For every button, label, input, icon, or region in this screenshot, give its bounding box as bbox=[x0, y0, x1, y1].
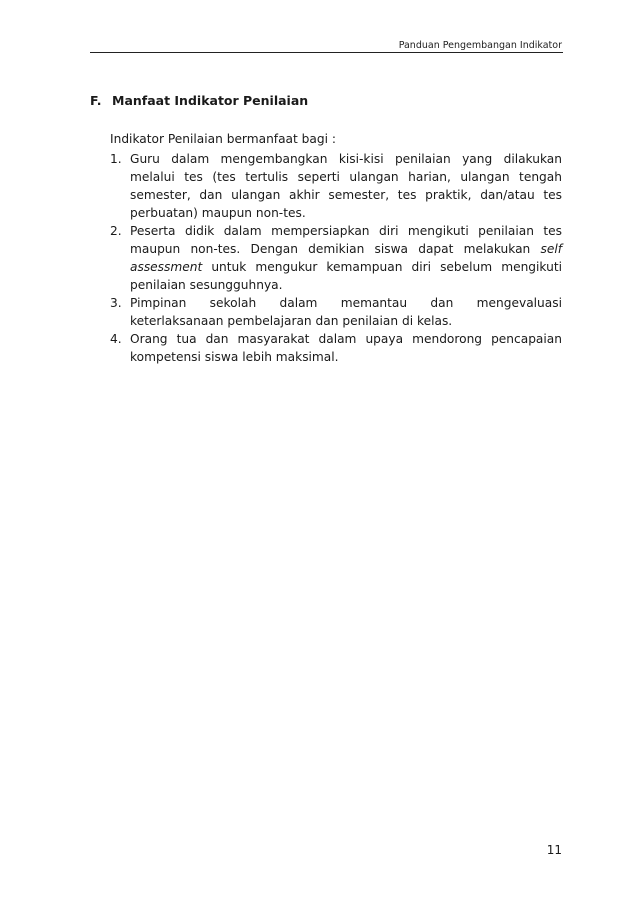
section-letter: F. bbox=[90, 93, 102, 108]
list-item bbox=[110, 330, 562, 366]
header-rule bbox=[90, 52, 563, 53]
page-number: 11 bbox=[546, 843, 562, 857]
list-item-text-end: untuk mengukur kemampuan diri sebelum mengikuti penilaian sesungguhnya. bbox=[130, 260, 562, 292]
list-item-number: 1. bbox=[110, 152, 122, 166]
section-heading bbox=[90, 93, 308, 108]
list-item-text: Peserta didik dalam mempersiapkan diri mengikuti penilaian tes maupun non-tes. Dengan demikian siswa dapat melakukan bbox=[130, 224, 562, 256]
list-item-text: Pimpinan sekolah dalam memantau dan mengevaluasi keterlaksanaan pembelajaran dan penilaian di kelas. bbox=[130, 296, 562, 328]
list-item bbox=[110, 150, 562, 222]
list-item bbox=[110, 222, 562, 294]
list-item-number: 2. bbox=[110, 224, 122, 238]
section-title: Manfaat Indikator Penilaian bbox=[112, 93, 309, 108]
section-body bbox=[110, 130, 562, 366]
benefit-list bbox=[110, 150, 562, 366]
list-item-text: Orang tua dan masyarakat dalam upaya mendorong pencapaian kompetensi siswa lebih maksimal. bbox=[130, 332, 562, 364]
list-item-number: 4. bbox=[110, 332, 122, 346]
list-item bbox=[110, 294, 562, 330]
list-item-number: 3. bbox=[110, 296, 122, 310]
intro-text: Indikator Penilaian bermanfaat bagi : bbox=[110, 132, 336, 146]
list-item-emphasis: self assessment bbox=[130, 242, 562, 274]
list-item-text: Guru dalam mengembangkan kisi-kisi penilaian yang dilakukan melalui tes (tes tertulis seperti ulangan harian, ulangan tengah semester, dan ulangan akhir semester, tes praktik, dan/atau tes perbuatan) maupun non-tes. bbox=[130, 152, 562, 220]
running-header: Panduan Pengembangan Indikator bbox=[398, 40, 562, 51]
